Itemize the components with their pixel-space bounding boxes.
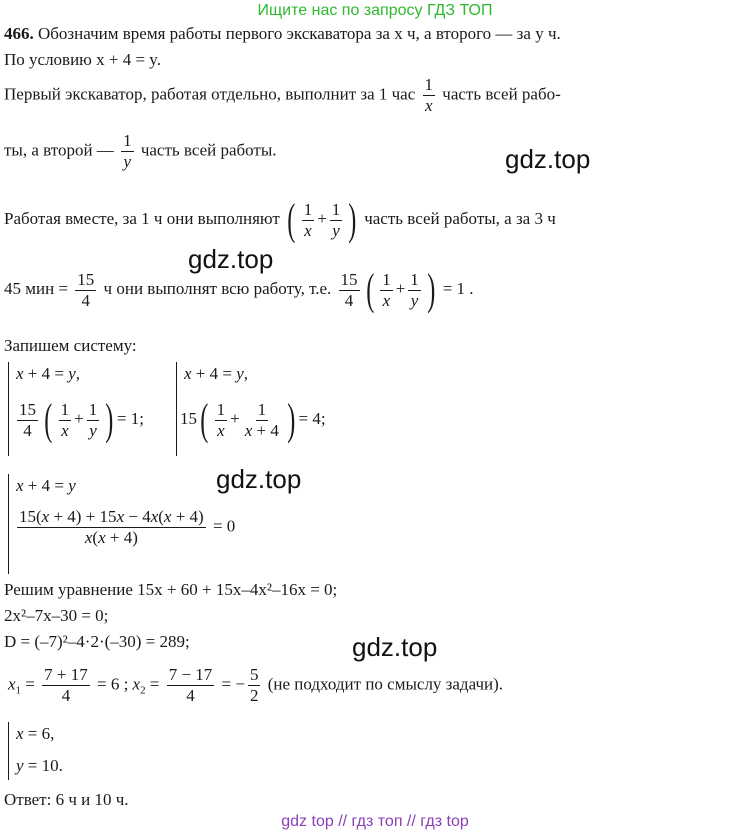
system-brace (8, 362, 9, 456)
line-1-text: Обозначим время работы первого экскаватора за x ч, а второго — за y ч. (38, 24, 561, 43)
system-brace (8, 722, 9, 780)
line-6-a: 45 мин = (4, 278, 69, 298)
line-3-b: часть всей рабо- (442, 84, 561, 104)
system-2-eq-2: 15( $\frac{1}{x}$ + $\frac{1}{x + 4}$ ) = 4; (180, 395, 326, 444)
answer: Ответ: 6 ч и 10 ч. (4, 790, 129, 809)
fraction-1-over-x: $\frac{1}{x}$ (424, 75, 434, 115)
line-1 (4, 24, 561, 44)
line-4-b: часть всей работы. (140, 140, 277, 160)
footer-links: gdz top // гдз топ // гдз top (281, 813, 469, 830)
line-4 (4, 132, 277, 171)
line-6: 45 мин = $\frac{15}{4}$ ч они выполнят всю работу, т.е. $\frac{15}{4}$ ( $\frac{1}{x}$ + $\frac{1}{y}$ ) = 1 . (4, 265, 474, 314)
line-2: По условию x + 4 = y. (4, 50, 161, 69)
discriminant: D = (–7)²–4·2·(–30) = 289; (4, 632, 190, 651)
final-y: y = 10. (16, 756, 63, 775)
roots-line: $x_1$ = $\frac{7 + 17}{4}$ = 6 ; $x_2$ = $\frac{7 - 17}{4}$ = − $\frac{5}{2}$ (не подходит по смыслу задачи). (8, 665, 504, 705)
watermark: gdz.top (188, 244, 274, 274)
system-brace (8, 474, 9, 574)
line-4-a: ты, а второй — (4, 140, 114, 160)
system-brace (176, 362, 177, 456)
line-3 (4, 76, 561, 115)
line-5: Работая вместе, за 1 ч они выполняют ( $\frac{1}{x}$ + $\frac{1}{y}$ ) часть всей работы, а за 3 ч (4, 195, 556, 244)
line-6-c: = 1 . (442, 278, 474, 298)
watermark: gdz.top (216, 464, 302, 494)
system-3-eq-2: $\frac{15(x + 4) + 15x - 4x(x + 4)}{x(x + 4)}$ = 0 (19, 507, 236, 547)
line-6-b: ч они выполнят всю работу, т.е. (103, 278, 332, 298)
line-5-a: Работая вместе, за 1 ч они выполняют (4, 208, 280, 228)
quadratic-equation: 2x²–7x–30 = 0; (4, 606, 109, 625)
system-1-eq-2: $\frac{15}{4}$ ( $\frac{1}{x}$ + $\frac{1}{y}$ ) = 1; (19, 395, 144, 444)
system-3-eq-1: x + 4 = y (16, 476, 76, 495)
fraction-1-over-y: $\frac{1}{y}$ (123, 131, 132, 171)
line-3-a: Первый экскаватор, работая отдельно, выполнит за 1 час (4, 84, 416, 104)
watermark: gdz.top (505, 144, 591, 174)
line-5-b: часть всей работы, а за 3 ч (364, 208, 556, 228)
system-1-eq-1: x + 4 = y, (16, 364, 81, 383)
watermark: gdz.top (352, 632, 438, 662)
system-label: Запишем систему: (4, 336, 137, 355)
not-fit-note: (не подходит по смыслу задачи). (267, 674, 504, 694)
search-banner: Ищите нас по запросу ГДЗ ТОП (257, 2, 493, 19)
problem-number: 466. (4, 24, 34, 43)
solve-label: Решим уравнение 15x + 60 + 15x–4x²–16x = 0; (4, 580, 338, 599)
final-x: x = 6, (16, 724, 55, 743)
system-2-eq-1: x + 4 = y, (184, 364, 249, 383)
